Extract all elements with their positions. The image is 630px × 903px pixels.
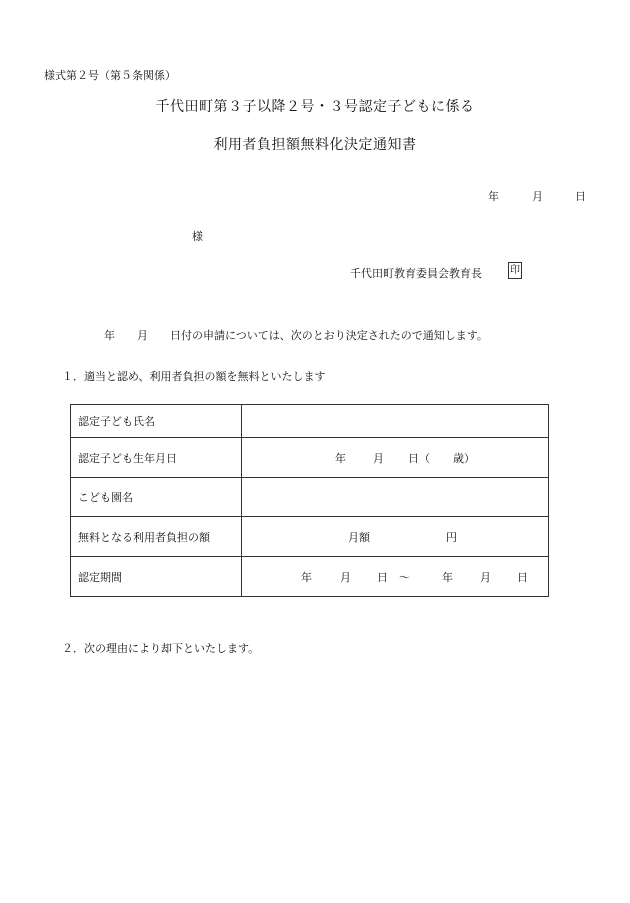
date-month: 月: [532, 190, 543, 203]
date-year: 年: [488, 190, 499, 203]
issuer-name: 千代田町教育委員会教育長: [350, 267, 482, 280]
monthly-label: 月額: [348, 530, 370, 544]
title-line-2: 利用者負担額無料化決定通知書: [213, 137, 417, 153]
seal-mark: 印: [508, 262, 522, 279]
table-row: [71, 438, 549, 478]
table-row: [71, 405, 549, 438]
row-label-birthdate: 認定子ども生年月日: [71, 438, 242, 478]
table-row: [71, 478, 549, 517]
recipient-suffix: 様: [192, 230, 203, 243]
birth-day: 日（: [408, 451, 430, 465]
section-1-heading: １．適当と認め、利用者負担の額を無料といたします: [62, 370, 326, 383]
row-label-facility: こども園名: [71, 478, 242, 517]
title-line-1: 千代田町第３子以降２号・３号認定子どもに係る: [155, 99, 475, 115]
form-number: 様式第２号（第５条関係）: [44, 69, 176, 82]
certification-table: [70, 404, 549, 597]
child-name-value: [242, 405, 549, 438]
row-label-child-name: 認定子ども氏名: [71, 405, 242, 438]
period-value: [242, 557, 549, 597]
intro-month: 月: [137, 329, 148, 342]
birthdate-value: [242, 438, 549, 478]
facility-value: [242, 478, 549, 517]
birth-age: 歳）: [453, 451, 475, 465]
table-row: [71, 517, 549, 557]
row-label-period: 認定期間: [71, 557, 242, 597]
row-label-free-amount: 無料となる利用者負担の額: [71, 517, 242, 557]
period-from-month: 月: [340, 570, 351, 584]
yen-label: 円: [446, 530, 457, 544]
period-to-day: 日: [517, 570, 528, 584]
birth-month: 月: [373, 451, 384, 465]
period-from-year: 年: [301, 570, 312, 584]
free-amount-value: [242, 517, 549, 557]
section-2-heading: ２．次の理由により却下といたします。: [62, 642, 260, 655]
period-to-month: 月: [480, 570, 491, 584]
period-to-year: 年: [442, 570, 453, 584]
table-row: [71, 557, 549, 597]
period-tilde: ～: [399, 570, 410, 584]
birth-year: 年: [335, 451, 346, 465]
intro-text: 日付の申請については、次のとおり決定されたので通知します。: [170, 329, 488, 342]
date-day: 日: [575, 190, 586, 203]
period-from-day: 日: [377, 570, 388, 584]
intro-year: 年: [104, 329, 115, 342]
